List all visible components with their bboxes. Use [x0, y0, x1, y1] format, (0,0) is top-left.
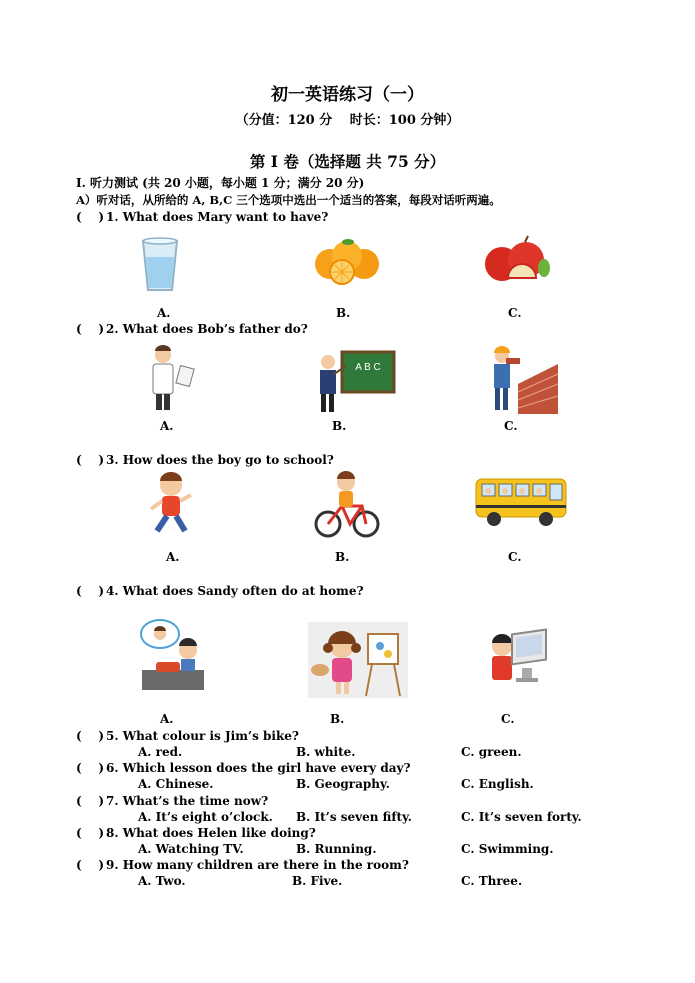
- part1-instructions: A）听对话，从所给的 A, B,C 三个选项中选出一个适当的答案，每段对话听两遍。: [76, 193, 501, 207]
- question-1: [76, 210, 328, 224]
- answer-blank[interactable]: ( ): [76, 584, 105, 598]
- option-a[interactable]: A. Two.: [138, 874, 186, 888]
- answer-blank[interactable]: ( ): [76, 761, 105, 775]
- question-text: 6. Which lesson does the girl have every day?: [106, 761, 411, 775]
- part1-heading: I. 听力测试 (共 20 小题，每小题 1 分；满分 20 分): [76, 176, 365, 190]
- option-c[interactable]: C. Three.: [461, 874, 523, 888]
- section-heading: 第 I 卷（选择题 共 75 分）: [249, 152, 446, 171]
- question-text: 8. What does Helen like doing?: [106, 826, 316, 840]
- option-b[interactable]: B. Five.: [292, 874, 343, 888]
- question-text: 1. What does Mary want to have?: [106, 210, 329, 224]
- teacher-icon: [314, 350, 396, 416]
- option-b-label: B.: [332, 419, 347, 433]
- question-8: [76, 826, 316, 840]
- answer-blank[interactable]: ( ): [76, 210, 105, 224]
- option-a-label: A.: [157, 306, 171, 320]
- oranges-icon: [312, 234, 384, 286]
- question-9: [76, 858, 409, 872]
- blackboard-text: A B C: [355, 362, 381, 373]
- painting-girl-icon: [308, 622, 408, 698]
- answer-blank[interactable]: ( ): [76, 826, 105, 840]
- answer-blank[interactable]: ( ): [76, 794, 105, 808]
- question-5: [76, 729, 299, 743]
- question-text: 3. How does the boy go to school?: [106, 453, 334, 467]
- option-a-label: A.: [160, 419, 174, 433]
- question-2: [76, 322, 308, 336]
- question-3: [76, 453, 334, 467]
- question-4: [76, 584, 363, 598]
- option-b-label: B.: [330, 712, 345, 726]
- option-c-label: C.: [501, 712, 515, 726]
- score-time-info: （分值：120 分 时长：100 分钟）: [235, 113, 460, 128]
- option-c[interactable]: C. English.: [461, 777, 534, 791]
- option-b-label: B.: [335, 550, 350, 564]
- phone-call-icon: [138, 618, 208, 694]
- bicycle-icon: [314, 470, 380, 540]
- option-b[interactable]: B. Geography.: [296, 777, 390, 791]
- option-a[interactable]: A. Watching TV.: [138, 842, 244, 856]
- option-a[interactable]: A. Chinese.: [138, 777, 214, 791]
- question-text: 2. What does Bob’s father do?: [106, 322, 308, 336]
- option-b[interactable]: B. It’s seven fifty.: [296, 810, 412, 824]
- answer-blank[interactable]: ( ): [76, 322, 105, 336]
- option-c-label: C.: [508, 306, 522, 320]
- option-b[interactable]: B. Running.: [296, 842, 377, 856]
- question-7: [76, 794, 268, 808]
- option-c[interactable]: C. green.: [461, 745, 522, 759]
- builder-icon: [488, 344, 560, 416]
- option-c-label: C.: [504, 419, 518, 433]
- option-c[interactable]: C. It’s seven forty.: [461, 810, 582, 824]
- option-a-label: A.: [160, 712, 174, 726]
- apples-icon: [478, 234, 553, 292]
- option-b-label: B.: [336, 306, 351, 320]
- question-text: 9. How many children are there in the room?: [106, 858, 409, 872]
- answer-blank[interactable]: ( ): [76, 729, 105, 743]
- school-bus-icon: [474, 475, 570, 531]
- option-a-label: A.: [166, 550, 180, 564]
- question-6: [76, 761, 411, 775]
- page-title: 初一英语练习（一）: [271, 85, 424, 105]
- option-a[interactable]: A. It’s eight o’clock.: [138, 810, 273, 824]
- glass-of-water-icon: [135, 235, 185, 295]
- computer-boy-icon: [486, 628, 552, 696]
- answer-blank[interactable]: ( ): [76, 453, 105, 467]
- option-c-label: C.: [508, 550, 522, 564]
- running-boy-icon: [145, 471, 197, 539]
- question-text: 5. What colour is Jim’s bike?: [106, 729, 299, 743]
- option-a[interactable]: A. red.: [138, 745, 183, 759]
- option-b[interactable]: B. white.: [296, 745, 356, 759]
- option-c[interactable]: C. Swimming.: [461, 842, 554, 856]
- answer-blank[interactable]: ( ): [76, 858, 105, 872]
- question-text: 7. What’s the time now?: [106, 794, 269, 808]
- doctor-icon: [146, 345, 198, 415]
- question-text: 4. What does Sandy often do at home?: [106, 584, 364, 598]
